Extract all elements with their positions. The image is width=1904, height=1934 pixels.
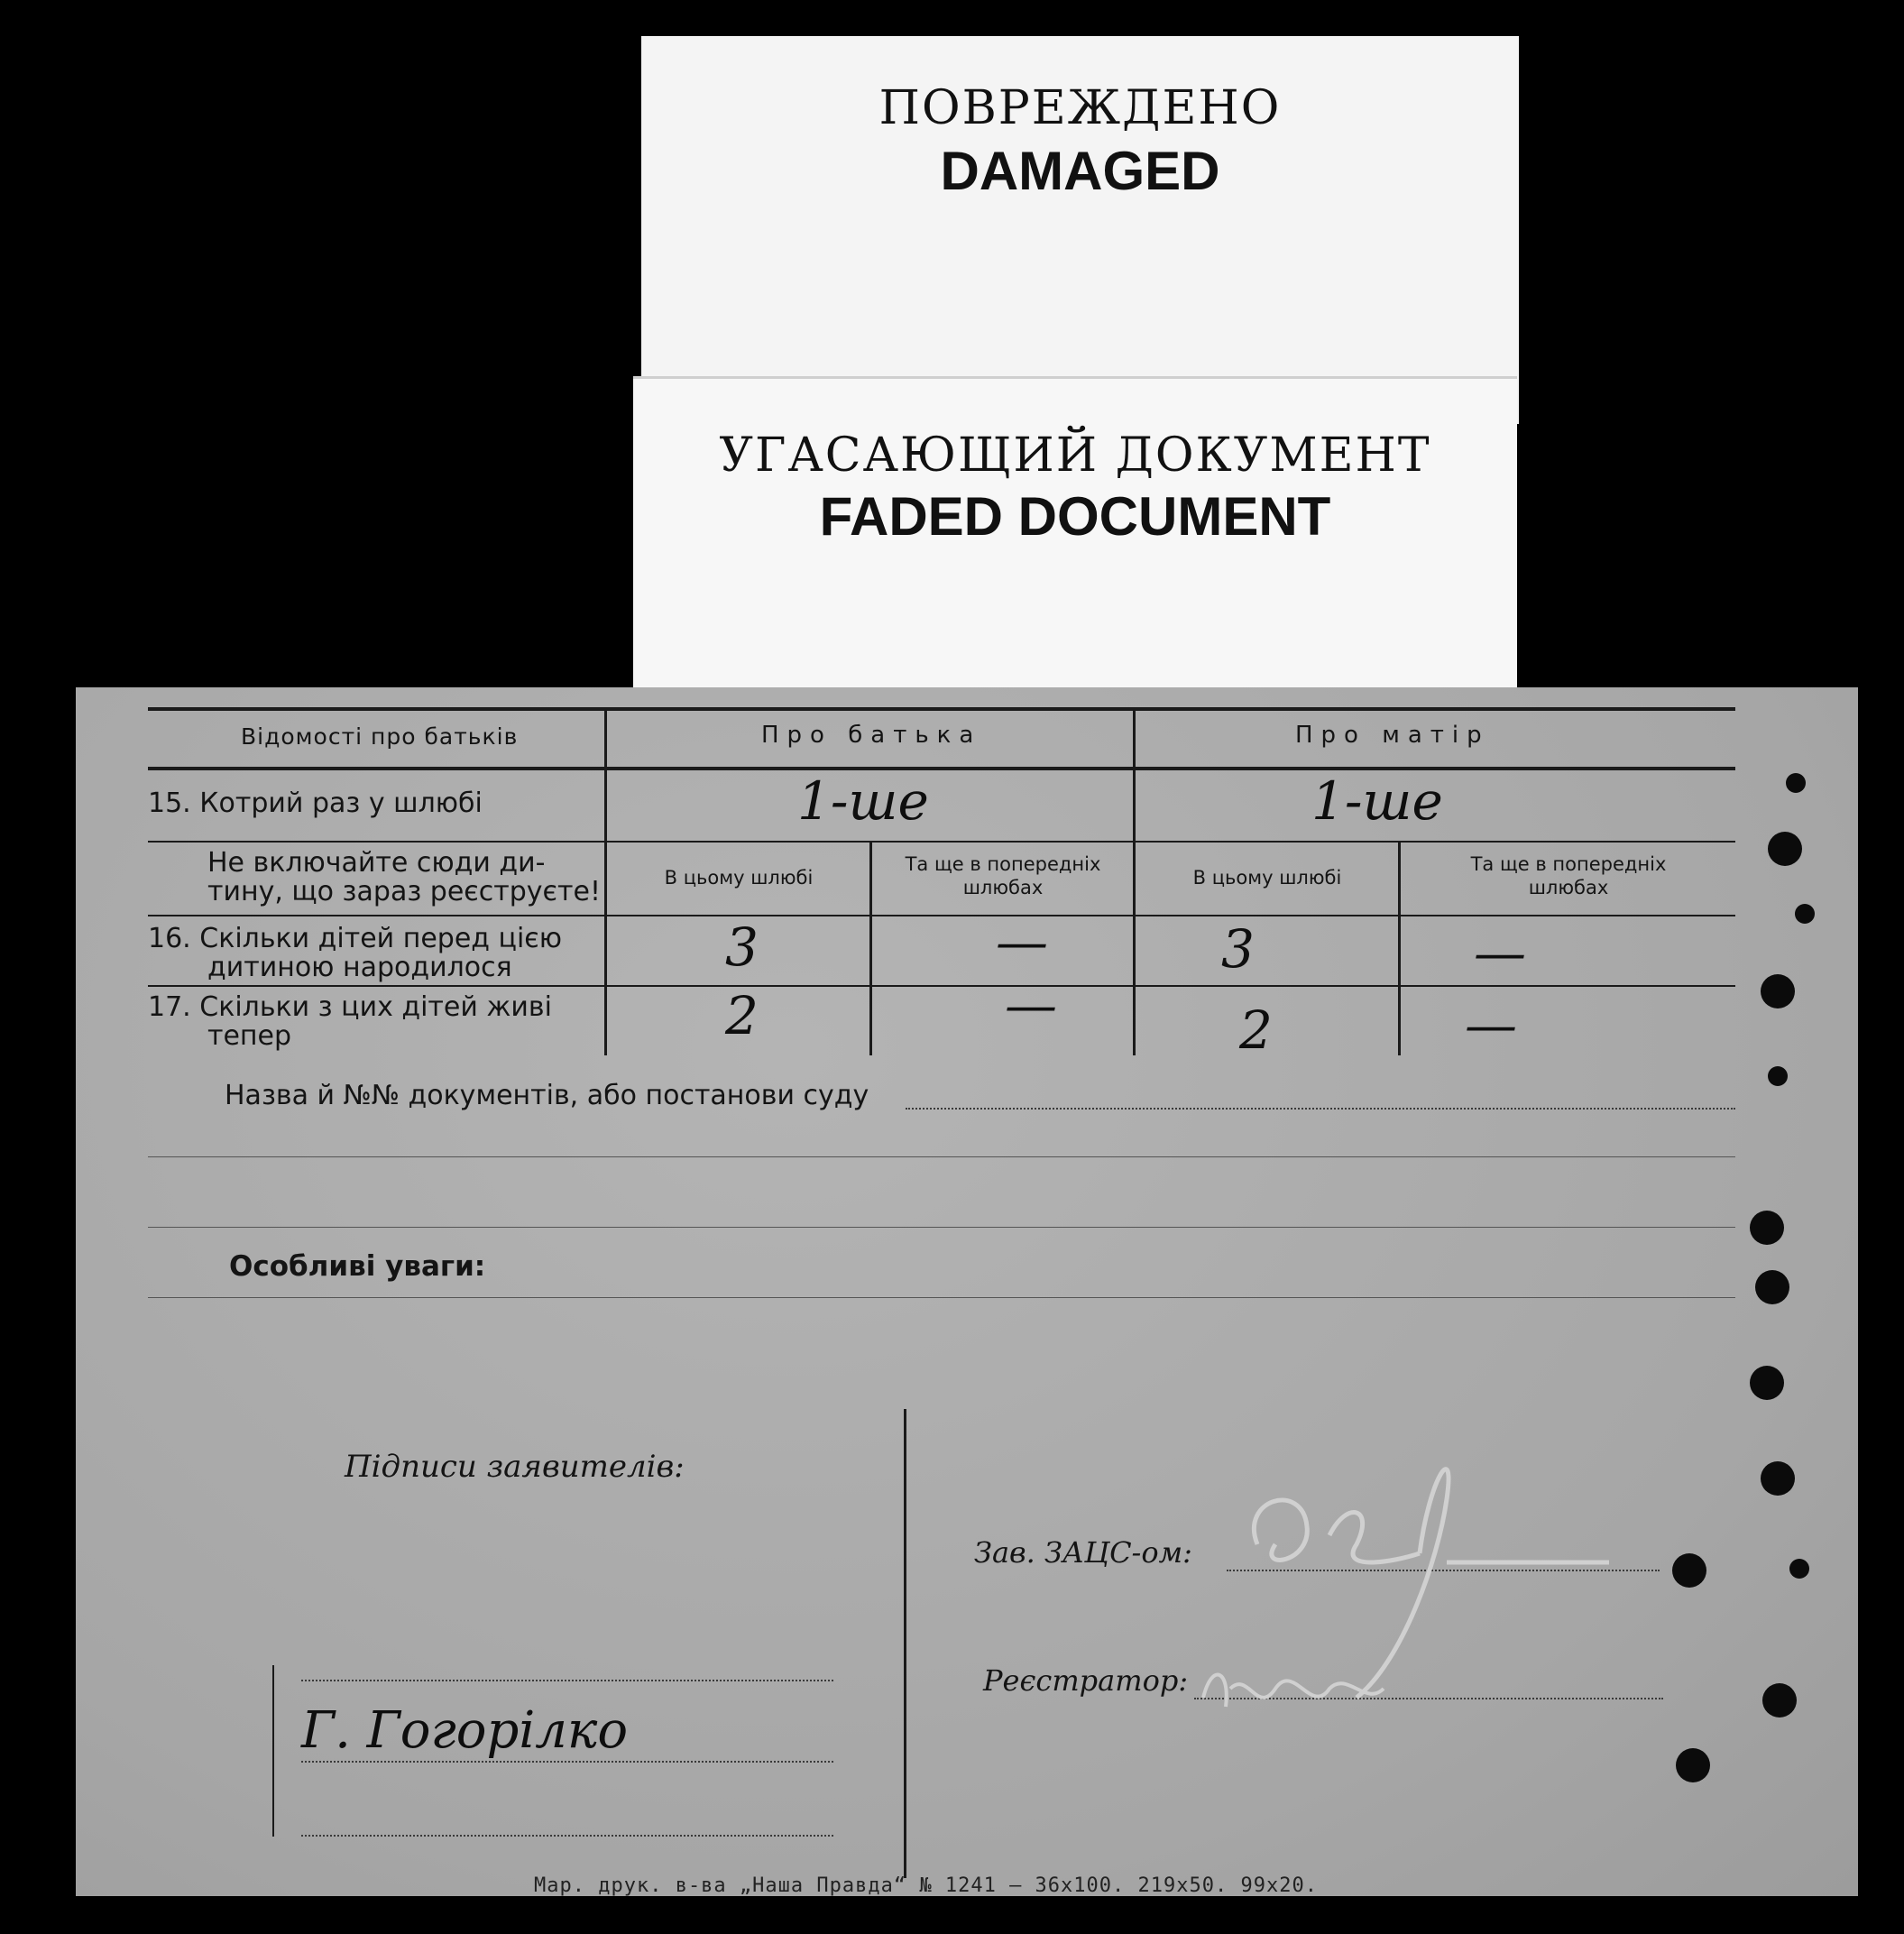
row17-mother-this: 2: [1239, 999, 1273, 1061]
father-this-marriage-header: В цьому шлюбі: [664, 867, 814, 889]
damaged-notice-card: [641, 36, 1519, 424]
punch-hole: [1755, 1270, 1789, 1304]
mother-this-marriage-header: В цьому шлюбі: [1192, 867, 1342, 889]
row16-line-1: 16. Скільки дітей перед цією: [148, 923, 563, 954]
signature-dotted-line-2: [301, 1761, 833, 1763]
row16-divider: [148, 985, 1735, 987]
note-line-1: Не включайте сюди ди-: [207, 847, 546, 879]
punch-hole: [1762, 1683, 1797, 1718]
row16-mother-prev: —: [1474, 922, 1526, 983]
punch-hole: [1786, 773, 1806, 793]
punch-hole: [1768, 1066, 1788, 1086]
faded-label-ru: УГАСАЮЩИЙ ДОКУМЕНТ: [719, 428, 1431, 483]
punch-hole: [1676, 1748, 1710, 1782]
punch-hole: [1789, 1559, 1809, 1579]
father-prev-line-1: Та ще в попередніх: [905, 853, 1101, 875]
note-divider: [148, 915, 1735, 916]
row16-father-this: 3: [725, 916, 759, 978]
signature-dotted-line-3: [301, 1835, 833, 1837]
documents-line-2: [148, 1156, 1735, 1157]
registrar-signature: [1194, 1635, 1411, 1743]
row15-mother-value: 1-ше: [1311, 770, 1443, 832]
table-top-border: [148, 707, 1735, 711]
punch-hole: [1761, 1461, 1795, 1496]
punch-hole: [1795, 904, 1815, 924]
applicants-signatures-label: Підписи заявителів:: [345, 1449, 685, 1485]
documents-label: Назва й №№ документів, або постанови суду: [225, 1080, 869, 1111]
row17-father-this: 2: [725, 985, 759, 1046]
col-divider-2: [1133, 709, 1136, 1055]
mother-prev-line-1: Та ще в попередніх: [1470, 853, 1667, 875]
registrar-label: Реєстратор:: [983, 1663, 1189, 1698]
header-divider: [148, 767, 1735, 770]
header-father: Про батька: [761, 722, 982, 749]
header-mother: Про матір: [1295, 722, 1490, 749]
punch-hole: [1672, 1553, 1706, 1588]
note-line-2: тину, що зараз реєструєте!: [207, 876, 601, 907]
zags-head-label: Зав. ЗАЦС-ом:: [974, 1535, 1192, 1570]
row17-mother-prev: —: [1465, 994, 1517, 1055]
zags-head-signature: [1221, 1427, 1690, 1824]
col-divider-mother-sub: [1398, 843, 1401, 1055]
father-prev-marriages-header: [873, 852, 1133, 899]
applicant-signature: Г. Гогорілко: [301, 1701, 629, 1760]
row17-line-1: 17. Скільки з цих дітей живі: [148, 991, 552, 1023]
faded-label-en: FADED DOCUMENT: [819, 486, 1331, 547]
row17-line-2: тепер: [207, 1020, 292, 1052]
row15-father-value: 1-ше: [797, 770, 929, 832]
damaged-label-ru: ПОВРЕЖДЕНО: [878, 81, 1282, 135]
row15-divider: [148, 841, 1735, 843]
signature-bracket: [272, 1665, 274, 1837]
remarks-line: [148, 1297, 1735, 1298]
mother-prev-line-2: шлюбах: [1528, 877, 1609, 898]
mother-prev-marriages-header: [1402, 852, 1735, 899]
row15-label: 15. Котрий раз у шлюбі: [148, 787, 483, 819]
remarks-label: Особливі уваги:: [229, 1250, 486, 1283]
documents-line-3: [148, 1227, 1735, 1228]
row16-father-prev: —: [996, 911, 1048, 972]
col-divider-1-top: [604, 709, 607, 843]
damaged-label-en: DAMAGED: [940, 141, 1220, 201]
signatures-divider: [904, 1409, 906, 1878]
row17-father-prev: —: [1005, 974, 1057, 1036]
row16-mother-this: 3: [1221, 918, 1255, 980]
row16-line-2: дитиною народилося: [207, 952, 512, 983]
documents-dotted-line: [906, 1108, 1735, 1110]
punch-hole: [1761, 974, 1795, 1008]
header-parents-info: Відомості про батьків: [241, 723, 519, 750]
col-divider-father-sub: [869, 843, 872, 1055]
punch-hole: [1768, 832, 1802, 866]
father-prev-line-2: шлюбах: [962, 877, 1044, 898]
punch-hole: [1750, 1211, 1784, 1245]
punch-hole: [1750, 1366, 1784, 1400]
col-divider-1: [604, 843, 607, 1055]
registration-form: [76, 687, 1858, 1896]
faded-notice-card: [633, 376, 1517, 690]
printer-imprint: Мар. друк. в-ва „Наша Правда“ № 1241 — 36х100. 219х50. 99х20.: [534, 1874, 1318, 1897]
signature-dotted-line-1: [301, 1680, 833, 1681]
